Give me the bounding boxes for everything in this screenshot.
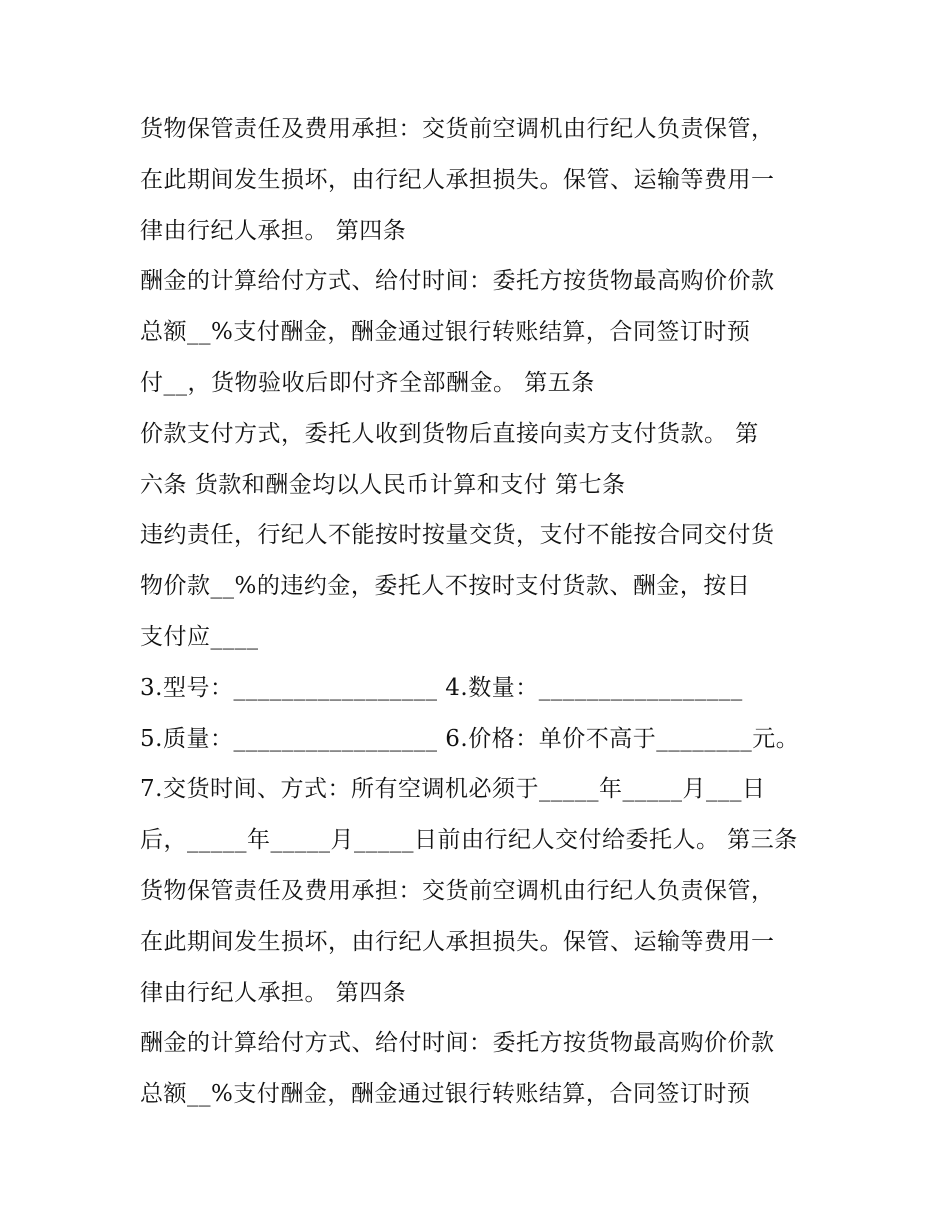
text-line: 支付应____ bbox=[140, 623, 259, 650]
text-line: 7.交货时间、方式：所有空调机必须于_____年_____月___日 bbox=[140, 776, 766, 803]
text-line: 5.质量：_________________ 6.价格：单价不高于________元。 bbox=[140, 725, 800, 752]
contract-text bbox=[140, 104, 840, 1120]
text-line: 3.型号：_________________ 4.数量：_________________ bbox=[140, 674, 743, 701]
text-line: 六条 货款和酬金均以人民币计算和支付 第七条 bbox=[140, 471, 626, 498]
text-line: 律由行纪人承担。 第四条 bbox=[140, 979, 407, 1006]
text-line: 律由行纪人承担。 第四条 bbox=[140, 217, 407, 244]
text-line: 货物保管责任及费用承担：交货前空调机由行纪人负责保管， bbox=[140, 877, 775, 904]
text-line: 总额__%支付酬金，酬金通过银行转账结算，合同签订时预 bbox=[140, 319, 751, 346]
text-line: 违约责任，行纪人不能按时按量交货，支付不能按合同交付货 bbox=[140, 522, 775, 549]
text-line: 付__，货物验收后即付齐全部酬金。 第五条 bbox=[140, 369, 595, 396]
text-line: 总额__%支付酬金，酬金通过银行转账结算，合同签订时预 bbox=[140, 1081, 751, 1108]
text-line: 物价款__%的违约金，委托人不按时支付货款、酬金，按日 bbox=[140, 573, 751, 600]
text-line: 在此期间发生损坏，由行纪人承担损失。保管、运输等费用一 bbox=[140, 166, 775, 193]
text-line: 酬金的计算给付方式、给付时间：委托方按货物最高购价价款 bbox=[140, 268, 775, 295]
text-line: 在此期间发生损坏，由行纪人承担损失。保管、运输等费用一 bbox=[140, 928, 775, 955]
text-line: 后，_____年_____月_____日前由行纪人交付给委托人。 第三条 bbox=[140, 827, 798, 854]
text-line: 酬金的计算给付方式、给付时间：委托方按货物最高购价价款 bbox=[140, 1030, 775, 1057]
text-line: 货物保管责任及费用承担：交货前空调机由行纪人负责保管， bbox=[140, 116, 775, 142]
text-line: 价款支付方式，委托人收到货物后直接向卖方支付货款。 第 bbox=[140, 420, 759, 447]
